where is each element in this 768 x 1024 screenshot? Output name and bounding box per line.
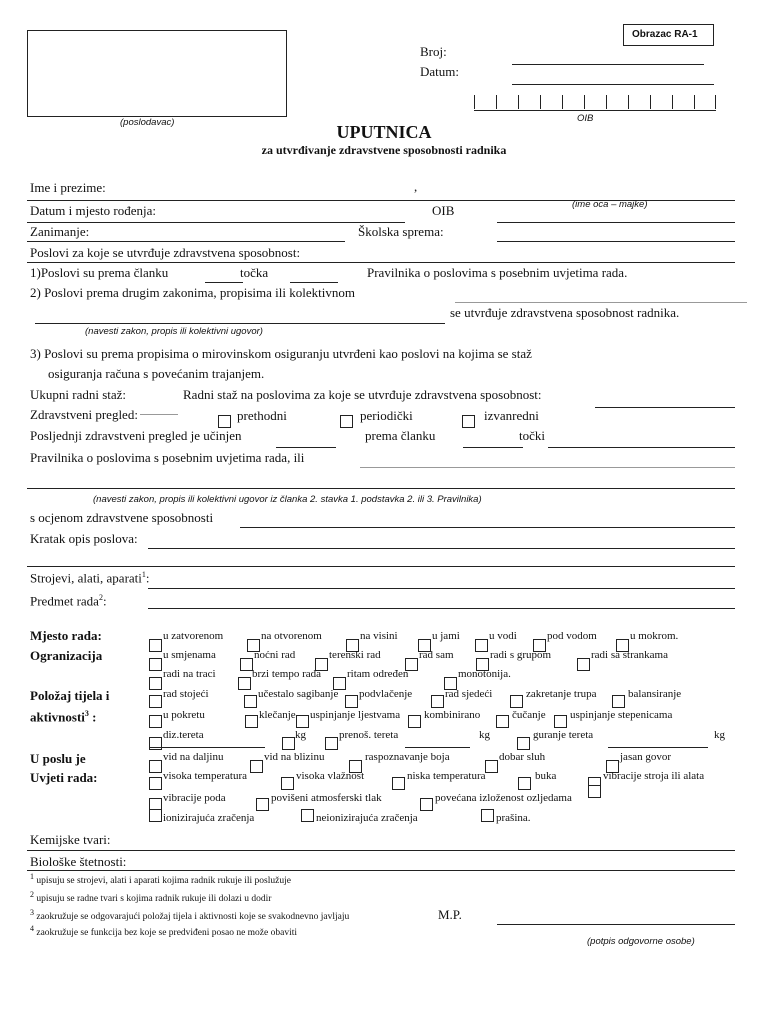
item2-field-2[interactable] xyxy=(35,323,445,324)
item1-tocka-field[interactable] xyxy=(290,282,338,283)
buka-label: buka xyxy=(535,770,557,782)
ime-label: Ime i prezime: xyxy=(30,180,106,195)
radi-sa-strankama-label: radi sa strankama xyxy=(591,649,668,661)
item1-b: točka xyxy=(240,265,269,280)
periodicki-label: periodički xyxy=(360,408,413,423)
potpis-caption: (potpis odgovorne osobe) xyxy=(587,936,695,947)
ljestve-label: uspinjanje ljestvama xyxy=(310,709,401,721)
zanimanje-field[interactable] xyxy=(27,241,345,242)
periodicki-checkbox[interactable] xyxy=(340,415,353,428)
footnote-1: $^1$ upisuju se strojevi, alati i aparati kojima radnik rukuje ili poslužuje xyxy=(30,872,291,887)
visoka-temp-label: visoka temperatura xyxy=(163,770,247,782)
oib-caption: OIB xyxy=(577,113,594,124)
kombinirano-checkbox[interactable] xyxy=(408,715,421,728)
ozljede-label: povećana izloženost ozljedama xyxy=(435,792,572,804)
footnote-2: $^2$ upisuju se radne tvari s kojima radnik rukuje ili dolazi u dodir xyxy=(30,890,272,905)
neionizirajuca-label: neionizirajuća zračenja xyxy=(316,812,418,824)
radni-field[interactable] xyxy=(595,407,735,408)
izvanredni-label: izvanredni xyxy=(484,408,539,423)
sagibanje-checkbox[interactable] xyxy=(244,695,257,708)
niska-temp-label: niska temperatura xyxy=(407,770,486,782)
bioloske-label: Biološke štetnosti: xyxy=(30,854,127,869)
navesti-caption: (navesti zakon, propis ili kolektivni ugovor iz članka 2. stavka 1. podstavka 2. ili 3. Pravilnika) xyxy=(93,494,482,505)
aktivnosti-label: aktivnosti$^3$ : xyxy=(30,709,97,725)
pregled-label: Zdravstveni pregled: xyxy=(30,407,138,422)
prenos-tereta-kg: kg xyxy=(479,729,490,741)
zakretanje-checkbox[interactable] xyxy=(510,695,523,708)
rad-sjedeci-label: rad sjedeći xyxy=(445,688,493,700)
prethodni-checkbox[interactable] xyxy=(218,415,231,428)
poslovi-heading: Poslovi za koje se utvrđuje zdravstvena sposobnost: xyxy=(30,245,301,260)
form-code: Obrazac RA-1 xyxy=(632,29,698,40)
oib-label: OIB xyxy=(432,203,455,218)
prethodni-label: prethodni xyxy=(237,408,287,423)
organizacija-label: Ogranizacija xyxy=(30,648,103,663)
mp-label: M.P. xyxy=(438,907,462,922)
u-vodi-label: u vodi xyxy=(489,630,517,642)
potpis-field[interactable] xyxy=(497,924,735,925)
nocni-rad-label: noćni rad xyxy=(254,649,296,661)
rad-sjedeci-checkbox[interactable] xyxy=(431,695,444,708)
item2-field-1[interactable] xyxy=(455,302,747,303)
sprema-field[interactable] xyxy=(497,241,735,242)
mjesto-label: Mjesto rada: xyxy=(30,628,102,643)
podvlacenje-label: podvlačenje xyxy=(359,688,413,700)
radi-na-traci-label: radi na traci xyxy=(163,668,216,680)
zakretanje-label: zakretanje trupa xyxy=(526,688,597,700)
stepenice-label: uspinjanje stepenicama xyxy=(570,709,673,721)
vlaznost-checkbox[interactable] xyxy=(281,777,294,790)
ionizirajuca-label: ionizirajuća zračenja xyxy=(163,812,255,824)
vid-daljinu-checkbox[interactable] xyxy=(149,760,162,773)
opis-label: Kratak opis poslova: xyxy=(30,531,138,546)
item2-b: se utvrđuje zdravstvena sposobnost radnika. xyxy=(450,305,680,320)
balansiranje-label: balansiranje xyxy=(628,688,682,700)
item1-c: Pravilnika o poslovima s posebnim uvjetima rada. xyxy=(367,265,628,280)
vibracije-stroja-label: vibracije stroja ili alata xyxy=(603,770,705,782)
ukupni-label: Ukupni radni staž: xyxy=(30,387,127,402)
sluh-label: dobar sluh xyxy=(499,751,546,763)
na-otvorenom-label: na otvorenom xyxy=(261,630,322,642)
ime-comma: , xyxy=(414,179,418,194)
posljednji-datum-field[interactable] xyxy=(276,447,336,448)
strojevi-label: Strojevi, alati, aparati$^1$: xyxy=(30,570,150,586)
ozljede-extra-checkbox[interactable] xyxy=(588,785,601,798)
bioloske-field[interactable] xyxy=(27,870,735,871)
footnote-4: $^4$ zaokružuje se funkcija bez koje se predviđeni posao ne može obaviti xyxy=(30,924,297,939)
cucanje-label: čučanje xyxy=(512,709,546,721)
prenos-tereta-label: prenoš. tereta xyxy=(339,729,399,741)
predmet-field[interactable] xyxy=(148,608,735,609)
govor-label: jasan govor xyxy=(620,751,672,763)
diz-tereta-field[interactable] xyxy=(150,747,265,748)
u-jami-label: u jami xyxy=(432,630,460,642)
pod-vodom-label: pod vodom xyxy=(547,630,597,642)
radni-label: Radni staž na poslovima za koje se utvrđuje zdravstvena sposobnost: xyxy=(183,387,542,402)
boje-label: raspoznavanje boja xyxy=(365,751,450,763)
izvanredni-checkbox[interactable] xyxy=(462,415,475,428)
uposlu-label: U poslu je xyxy=(30,751,86,766)
opis-field-2[interactable] xyxy=(27,566,735,567)
clanak-field[interactable] xyxy=(463,447,523,448)
kemijske-label: Kemijske tvari: xyxy=(30,832,111,847)
diz-tereta-kg-checkbox[interactable] xyxy=(282,737,295,750)
vid-blizinu-label: vid na blizinu xyxy=(264,751,325,763)
radi-na-traci-checkbox[interactable] xyxy=(149,677,162,690)
strojevi-field[interactable] xyxy=(148,588,735,589)
diz-tereta-label: diz.tereta xyxy=(163,729,204,741)
kemijske-field[interactable] xyxy=(27,850,735,851)
sagibanje-label: učestalo sagibanje xyxy=(258,688,339,700)
visoka-temp-checkbox[interactable] xyxy=(149,777,162,790)
ocjena-field[interactable] xyxy=(240,527,735,528)
pravilnika-label: Pravilnika o poslovima s posebnim uvjetima rada, ili xyxy=(30,450,305,465)
u-vodi-checkbox[interactable] xyxy=(475,639,488,652)
prasina-label: prašina. xyxy=(496,812,531,824)
oib-boxes[interactable] xyxy=(474,95,716,111)
vibracije-poda-label: vibracije poda xyxy=(163,792,226,804)
radi-sa-strankama-checkbox[interactable] xyxy=(577,658,590,671)
guranje-tereta-checkbox[interactable] xyxy=(517,737,530,750)
diz-tereta-kg: kg xyxy=(295,729,306,741)
ritam-odreden-label: ritam određen xyxy=(347,668,409,680)
niska-temp-checkbox[interactable] xyxy=(392,777,405,790)
cucanje-checkbox[interactable] xyxy=(496,715,509,728)
datum-rodenja-field[interactable] xyxy=(27,222,405,223)
vid-blizinu-checkbox[interactable] xyxy=(250,760,263,773)
sluh-checkbox[interactable] xyxy=(485,760,498,773)
rad-stojeci-checkbox[interactable] xyxy=(149,695,162,708)
prasina-checkbox[interactable] xyxy=(481,809,494,822)
item2-caption: (navesti zakon, propis ili kolektivni ugovor) xyxy=(85,326,263,337)
predmet-label: Predmet rada$^2$: xyxy=(30,593,107,609)
neionizirajuca-checkbox[interactable] xyxy=(301,809,314,822)
tocki-field[interactable] xyxy=(548,447,735,448)
item1-clanak-field[interactable] xyxy=(205,282,243,283)
item3-b: osiguranja računa s povećanim trajanjem. xyxy=(48,366,265,381)
kombinirano-label: kombinirano xyxy=(424,709,481,721)
guranje-tereta-kg: kg xyxy=(714,729,725,741)
ime-oca-caption: (ime oca – majke) xyxy=(572,199,648,210)
brzi-tempo-checkbox[interactable] xyxy=(238,677,251,690)
tlak-checkbox[interactable] xyxy=(256,798,269,811)
diz-tereta-checkbox[interactable] xyxy=(149,737,162,750)
klecanje-label: klečanje xyxy=(259,709,296,721)
balansiranje-checkbox[interactable] xyxy=(612,695,625,708)
datum-field[interactable] xyxy=(512,84,714,85)
employer-stamp-box[interactable] xyxy=(27,30,287,117)
posljednji-label: Posljednji zdravstveni pregled je učinjen xyxy=(30,428,242,443)
rad-stojeci-label: rad stojeći xyxy=(163,688,209,700)
u-smjenama-label: u smjenama xyxy=(163,649,216,661)
ljestve-checkbox[interactable] xyxy=(296,715,309,728)
rad-sam-label: rad sam xyxy=(419,649,454,661)
podvlacenje-checkbox[interactable] xyxy=(345,695,358,708)
u-pokretu-label: u pokretu xyxy=(163,709,205,721)
prenos-tereta-field[interactable] xyxy=(405,747,470,748)
ionizirajuca-checkbox[interactable] xyxy=(149,809,162,822)
datum-label: Datum: xyxy=(420,64,459,79)
page-subtitle: za utvrđivanje zdravstvene sposobnosti radnika xyxy=(261,143,507,157)
oib-field[interactable] xyxy=(497,222,735,223)
propis-field[interactable] xyxy=(27,488,735,489)
u-zatvorenom-checkbox[interactable] xyxy=(149,639,162,652)
sprema-label: Školska sprema: xyxy=(358,224,444,239)
klecanje-checkbox[interactable] xyxy=(245,715,258,728)
prema-clanku-label: prema članku xyxy=(365,428,436,443)
u-smjenama-checkbox[interactable] xyxy=(149,658,162,671)
footnote-3: $^3$ zaokružuje se odgovarajući položaj tijela i aktivnosti koje se svakodnevno javljaju xyxy=(30,908,350,923)
item3-a: 3) Poslovi su prema propisima o mirovinskom osiguranju utvrđeni kao poslovi na kojima se staž xyxy=(30,346,532,361)
u-zatvorenom-label: u zatvorenom xyxy=(163,630,224,642)
na-visini-label: na visini xyxy=(360,630,398,642)
ozljede-checkbox[interactable] xyxy=(420,798,433,811)
zanimanje-label: Zanimanje: xyxy=(30,224,90,239)
broj-field[interactable] xyxy=(512,64,704,65)
pregled-field[interactable] xyxy=(140,414,178,415)
broj-label: Broj: xyxy=(420,44,447,59)
prenos-tereta-checkbox[interactable] xyxy=(325,737,338,750)
radi-s-grupom-label: radi s grupom xyxy=(490,649,552,661)
opis-field-1[interactable] xyxy=(148,548,735,549)
page-title: UPUTNICA xyxy=(336,122,432,142)
vlaznost-label: visoka vlažnost xyxy=(296,770,365,782)
stepenice-checkbox[interactable] xyxy=(554,715,567,728)
uvjeti-label: Uvjeti rada: xyxy=(30,770,98,785)
u-pokretu-checkbox[interactable] xyxy=(149,715,162,728)
guranje-tereta-label: guranje tereta xyxy=(533,729,594,741)
item1-a: 1)Poslovi su prema članku xyxy=(30,265,169,280)
brzi-tempo-label: brzi tempo rada xyxy=(252,668,322,680)
item2-a: 2) Poslovi prema drugim zakonima, propisima ili kolektivnom xyxy=(30,285,355,300)
pravilnika-field[interactable] xyxy=(360,467,735,468)
monotonija-label: monotonija. xyxy=(458,668,511,680)
terenski-rad-label: terenski rad xyxy=(329,649,381,661)
vid-daljinu-label: vid na daljinu xyxy=(163,751,224,763)
datum-rodenja-label: Datum i mjesto rođenja: xyxy=(30,203,157,218)
poslodavac-caption: (poslodavac) xyxy=(120,117,175,128)
guranje-tereta-field[interactable] xyxy=(608,747,708,748)
polozaj-label: Položaj tijela i xyxy=(30,688,110,703)
buka-checkbox[interactable] xyxy=(518,777,531,790)
tocki-label: točki xyxy=(519,428,545,443)
ocjena-label: s ocjenom zdravstvene sposobnosti xyxy=(30,510,214,525)
u-mokrom-label: u mokrom. xyxy=(630,630,679,642)
divider xyxy=(27,262,735,263)
tlak-label: povišeni atmosferski tlak xyxy=(271,792,382,804)
